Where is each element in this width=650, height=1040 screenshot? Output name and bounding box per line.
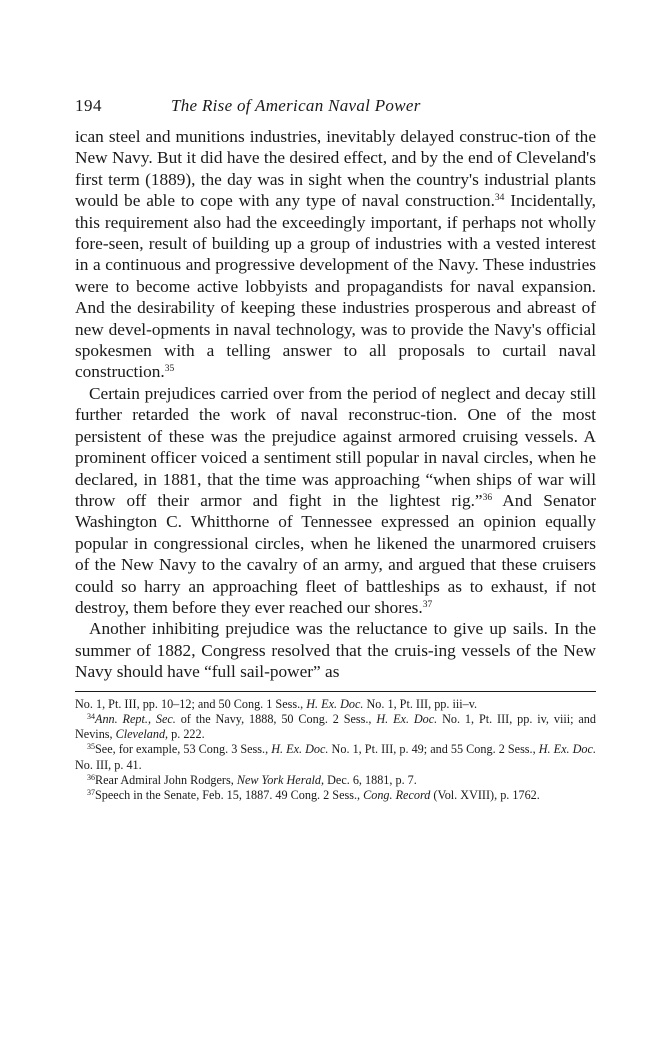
footnote-37 (75, 788, 596, 803)
footnote-number: 36 (87, 773, 95, 783)
footnote-number: 35 (87, 742, 95, 752)
footnote-text: (Vol. XVIII), p. 1762. (430, 788, 540, 803)
footnote-ref-34: 34 (494, 193, 505, 204)
paragraph-text: Another inhibiting prejudice was the reluctance to give up sails. In the summer of 1882, Congress resolved that the cruis-ing vessels of the New Navy should have “full sail-power” as (75, 619, 596, 682)
footnote-text: No. 1, Pt. III, pp. iii–v. (363, 696, 478, 711)
footnote-36 (75, 773, 596, 788)
footnote-citation: H. Ex. Doc. (376, 711, 438, 726)
footnote-text: No. 1, Pt. III, pp. 10–12; and 50 Cong. 1 Sess., (75, 696, 307, 711)
footnote-ref-37: 37 (422, 599, 433, 610)
footnote-number: 34 (87, 711, 95, 721)
footnote-text: of the Navy, 1888, 50 Cong. 2 Sess., (175, 711, 377, 726)
paragraph-text: Incidentally, this requirement also had the exceedingly important, if perhaps not wholly fore-seen, result of building up a group of industries with a vested interest in a continuous and progressive development of the Navy. These industries were to become active lobbyists and propagandists for naval expansion. And the desirability of keeping these industries prosperous and abreast of new devel-opments in naval technology, was to provide the Navy's official spokesmen with a telling answer to all proposals to curtail naval construction. (75, 191, 596, 382)
paragraph-text: ican steel and munitions industries, inevitably delayed construc-tion of the New Navy. But it did have the desired effect, and by the end of Cleveland's first term (1889), the day was in sight when the country's industrial plants would be able to cope with any type of naval construction. (75, 127, 596, 211)
footnote-citation: H. Ex. Doc. (306, 696, 364, 711)
footnote-text: p. 222. (168, 727, 205, 742)
footnote-number: 37 (87, 788, 95, 798)
footnote-citation: Cleveland, (115, 727, 169, 742)
paragraph-3 (75, 618, 596, 682)
footnote-citation: New York Herald, (236, 773, 325, 788)
footnote-citation: Ann. Rept., Sec. (95, 711, 176, 726)
footnote-text: Rear Admiral John Rodgers, (95, 773, 237, 788)
body-text (75, 126, 596, 683)
paragraph-text: Certain prejudices carried over from the period of neglect and decay still further retarded the work of naval reconstruc-tion. One of the most persistent of these was the prejudice against armored cruising vessels. A prominent officer voiced a sentiment still popular in naval circles, when he declared, in 1881, that the time was approaching “when ships of war will throw off their armor and fight in the lightest rig.” (75, 383, 596, 510)
book-page (75, 96, 596, 804)
footnote-citation: H. Ex. Doc. (538, 742, 596, 757)
paragraph-2 (75, 383, 596, 618)
footnote-citation: Cong. Record (363, 788, 431, 803)
footnotes (75, 691, 596, 804)
footnote-34 (75, 712, 596, 743)
paragraph-1 (75, 126, 596, 383)
page-number: 194 (75, 96, 102, 115)
footnote-text: See, for example, 53 Cong. 3 Sess., (95, 742, 272, 757)
footnote-text: No. 1, Pt. III, p. 49; and 55 Cong. 2 Sess., (328, 742, 539, 757)
footnote-text: Dec. 6, 1881, p. 7. (324, 773, 417, 788)
footnote-35 (75, 742, 596, 773)
footnote-citation: H. Ex. Doc. (271, 742, 329, 757)
footnote-ref-35: 35 (164, 364, 175, 375)
footnote-continued (75, 697, 596, 712)
running-title: The Rise of American Naval Power (171, 96, 421, 115)
footnote-ref-36: 36 (482, 492, 493, 503)
footnote-text: No. 1, Pt. III, pp. iv, viii; and Nevins, (75, 711, 596, 742)
paragraph-text: And Senator Washington C. Whitthorne of Tennessee expressed an opinion equally popular in congressional circles, when he likened the unarmored cruisers of the New Navy to the cavalry of an army, and argued that these cruisers could so harry an approaching fleet of battleships as to exhaust, if not destroy, them before they ever reached our shores. (75, 490, 596, 617)
footnote-text: Speech in the Senate, Feb. 15, 1887. 49 Cong. 2 Sess., (95, 788, 364, 803)
running-head (75, 96, 596, 126)
footnote-text: No. III, p. 41. (75, 757, 142, 772)
